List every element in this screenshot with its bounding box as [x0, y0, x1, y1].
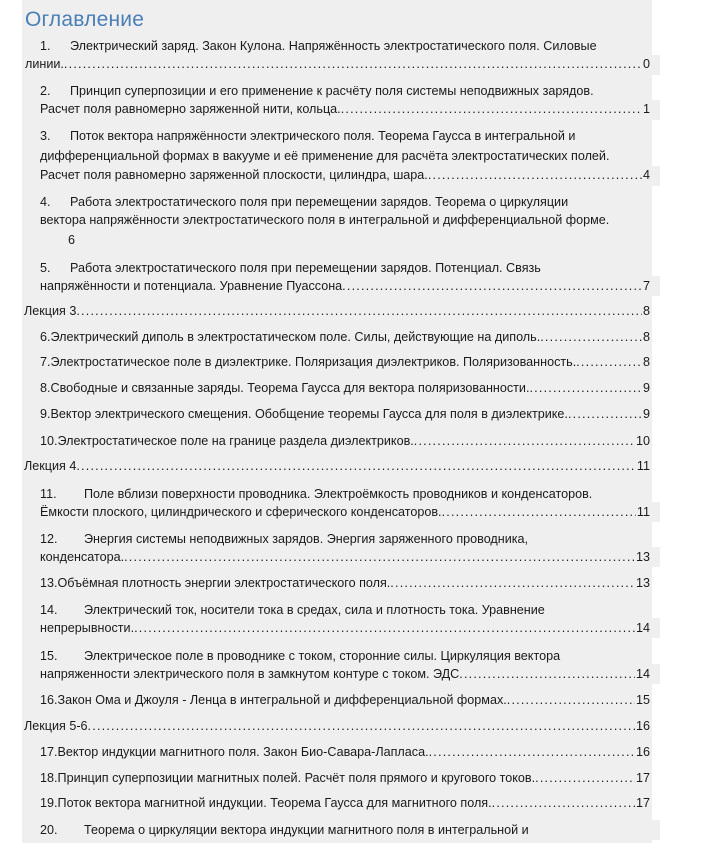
toc-page-number: 1 — [642, 102, 650, 116]
toc-leader-dots — [529, 379, 642, 397]
toc-page-number: 0 — [642, 57, 650, 71]
toc-leader-dots — [76, 302, 642, 320]
toc-leader-dots — [414, 432, 635, 450]
toc-entry-number: 14. — [40, 603, 58, 617]
toc-leader-dots — [342, 277, 642, 295]
toc-entry-text: Вектор индукции магнитного поля. Закон Био-Савара-Лапласа. — [57, 745, 429, 759]
toc-leader-dots — [576, 353, 642, 371]
toc-leader-dots — [88, 717, 635, 735]
toc-entry-1[interactable] — [40, 37, 597, 55]
toc-heading-text: Лекция 4 — [24, 459, 77, 473]
toc-entry-text: Работа электростатического поля при перемещении зарядов. Теорема о циркуляции — [70, 195, 569, 209]
toc-entry-11-last[interactable] — [40, 503, 650, 521]
toc-entry-text: Электрическое поле в проводнике с током, сторонние силы. Циркуляция вектора — [84, 649, 561, 663]
toc-entry-text: Поле вблизи поверхности проводника. Электроёмкость проводников и конденсаторов. — [84, 487, 593, 501]
toc-entry-text: Принцип суперпозиции магнитных полей. Расчёт поля прямого и кругового токов. — [57, 771, 536, 785]
toc-entry-19[interactable] — [40, 794, 650, 812]
toc-page-number: 14 — [635, 667, 650, 681]
toc-entry-12[interactable] — [40, 530, 528, 548]
toc-heading-lecture-5-6[interactable] — [24, 717, 650, 735]
toc-page-number: 14 — [635, 621, 650, 635]
toc-entry-12-last[interactable] — [40, 548, 650, 566]
toc-title: Оглавление — [25, 8, 145, 31]
toc-entry-15-last[interactable] — [40, 665, 650, 683]
toc-leader-dots — [429, 743, 635, 761]
toc-leader-dots — [134, 619, 635, 637]
toc-entry-3-line-2[interactable] — [40, 147, 609, 165]
toc-page-number: 10 — [635, 434, 650, 448]
toc-heading-text: Лекция 3 — [24, 304, 77, 318]
toc-entry-3-last[interactable] — [40, 166, 650, 184]
toc-entry-number: 4. — [40, 195, 51, 209]
toc-entry-7[interactable] — [40, 353, 650, 371]
toc-entry-number: 11. — [40, 487, 57, 501]
toc-leader-dots — [76, 457, 636, 475]
toc-heading-text: Лекция 5-6 — [24, 719, 88, 733]
toc-entry-text: дифференциальной формах в вакууме и её применение для расчёта электростатических полей. — [40, 149, 610, 163]
toc-entry-number: 13. — [40, 576, 58, 590]
toc-entry-text: напряженности электрического поля в замкнутом контуре с током. ЭДС — [40, 667, 460, 681]
toc-leader-dots — [390, 574, 635, 592]
toc-page-number: 6 — [68, 233, 76, 247]
toc-entry-text: Вектор электрического смещения. Обобщение теоремы Гаусса для поля в диэлектрике. — [50, 407, 568, 421]
toc-entry-number: 2. — [40, 84, 51, 98]
toc-leader-dots — [492, 794, 635, 812]
toc-page-number: 16 — [635, 745, 650, 759]
toc-page-number: 11 — [636, 505, 650, 519]
toc-entry-number: 10. — [40, 434, 58, 448]
toc-leader-dots — [442, 503, 636, 521]
toc-page-number: 8 — [642, 304, 650, 318]
toc-entry-number: 3. — [40, 129, 51, 143]
toc-entry-14[interactable] — [40, 601, 545, 619]
toc-page-number: 13 — [635, 576, 650, 590]
toc-leader-dots — [535, 769, 635, 787]
toc-entry-text: конденсатора. — [40, 550, 125, 564]
toc-page-number: 15 — [635, 693, 650, 707]
toc-entry-text: Поток вектора магнитной индукции. Теорема Гаусса для магнитного поля. — [57, 796, 492, 810]
toc-entry-text: непрерывности. — [40, 621, 135, 635]
toc-leader-dots — [507, 691, 635, 709]
toc-entry-11[interactable] — [40, 485, 592, 503]
toc-entry-2-last[interactable] — [40, 100, 650, 118]
toc-entry-5[interactable] — [40, 259, 541, 277]
toc-page-number: 4 — [642, 168, 650, 182]
toc-entry-text: Электростатическое поле в диэлектрике. Поляризация диэлектриков. Поляризованность. — [50, 355, 577, 369]
toc-entry-number: 6. — [40, 330, 51, 344]
toc-entry-text: Принцип суперпозиции и его применение к расчёту поля системы неподвижных зарядов. — [70, 84, 594, 98]
toc-entry-text: Закон Ома и Джоуля - Ленца в интегральной и дифференциальной формах. — [57, 693, 507, 707]
toc-entry-4-last[interactable] — [68, 231, 75, 249]
toc-leader-dots — [459, 665, 635, 683]
toc-entry-5-last[interactable] — [40, 277, 650, 295]
toc-page-number: 8 — [642, 330, 650, 344]
toc-entry-number: 9. — [40, 407, 51, 421]
toc-leader-dots — [341, 100, 642, 118]
toc-entry-text: вектора напряжённости электростатического поля в интегральной и дифференциальной форме. — [40, 213, 610, 227]
toc-entry-text: Электрический диполь в электростатическом поле. Силы, действующие на диполь. — [50, 330, 541, 344]
toc-entry-number: 5. — [40, 261, 51, 275]
toc-entry-6[interactable] — [40, 328, 650, 346]
toc-leader-dots — [124, 548, 635, 566]
toc-page-number: 9 — [642, 381, 650, 395]
toc-entry-text: линии. — [25, 57, 64, 71]
toc-entry-number: 20. — [40, 823, 58, 837]
toc-entry-number: 8. — [40, 381, 51, 395]
toc-entry-9[interactable] — [40, 405, 650, 423]
toc-page-number: 7 — [642, 279, 650, 293]
toc-entry-text: Расчет поля равномерно заряженной нити, кольца. — [40, 102, 341, 116]
toc-entry-number: 12. — [40, 532, 58, 546]
toc-entry-number: 19. — [40, 796, 58, 810]
toc-entry-4[interactable] — [40, 193, 568, 211]
toc-entry-text: Расчет поля равномерно заряженной плоскости, цилиндра, шара. — [40, 168, 428, 182]
toc-entry-number: 15. — [40, 649, 58, 663]
toc-entry-14-last[interactable] — [40, 619, 650, 637]
toc-entry-18[interactable] — [40, 769, 650, 787]
toc-leader-dots — [428, 166, 642, 184]
toc-entry-text: Энергия системы неподвижных зарядов. Энергия заряженного проводника, — [84, 532, 529, 546]
toc-page-number: 17 — [635, 771, 650, 785]
toc-entry-16[interactable] — [40, 691, 650, 709]
toc-page-number: 13 — [635, 550, 650, 564]
toc-entry-number: 7. — [40, 355, 51, 369]
toc-leader-dots — [64, 55, 642, 73]
toc-entry-number: 1. — [40, 39, 51, 53]
toc-entry-number: 16. — [40, 693, 58, 707]
toc-entry-text: Свободные и связанные заряды. Теорема Гаусса для вектора поляризованности. — [50, 381, 530, 395]
toc-entry-text: Теорема о циркуляции вектора индукции магнитного поля в интегральной и — [84, 823, 529, 837]
toc-entry-2[interactable] — [40, 82, 594, 100]
toc-entry-text: Ёмкости плоского, цилиндрического и сферического конденсаторов. — [40, 505, 442, 519]
toc-page-number: 16 — [635, 719, 650, 733]
toc-entry-20[interactable] — [40, 821, 529, 839]
toc-leader-dots — [540, 328, 642, 346]
toc-entry-text: напряжённости и потенциала. Уравнение Пуассона — [40, 279, 343, 293]
toc-entry-text: Объёмная плотность энергии электростатического поля. — [57, 576, 391, 590]
toc-entry-17[interactable] — [40, 743, 650, 761]
toc-entry-number: 17. — [40, 745, 58, 759]
toc-entry-text: Поток вектора напряжённости электрического поля. Теорема Гаусса в интегральной и — [70, 129, 576, 143]
toc-leader-dots — [568, 405, 642, 423]
toc-entry-1-last[interactable] — [25, 55, 650, 73]
toc-heading-lecture-4[interactable] — [24, 457, 650, 475]
toc-entry-text: Электростатическое поле на границе раздела диэлектриков. — [57, 434, 414, 448]
toc-entry-4-line-2[interactable] — [40, 211, 609, 229]
toc-entry-15[interactable] — [40, 647, 560, 665]
toc-entry-3[interactable] — [40, 127, 575, 145]
toc-page-number: 11 — [636, 459, 650, 473]
toc-page-number: 17 — [635, 796, 650, 810]
toc-heading-lecture-3[interactable] — [24, 302, 650, 320]
toc-entry-13[interactable] — [40, 574, 650, 592]
toc-entry-text: Электрический ток, носители тока в средах, сила и плотность тока. Уравнение — [84, 603, 545, 617]
toc-entry-10[interactable] — [40, 432, 650, 450]
toc-page-number: 8 — [642, 355, 650, 369]
toc-entry-8[interactable] — [40, 379, 650, 397]
toc-entry-text: Работа электростатического поля при перемещении зарядов. Потенциал. Связь — [70, 261, 541, 275]
toc-entry-number: 18. — [40, 771, 58, 785]
toc-page-number: 9 — [642, 407, 650, 421]
toc-entry-text: Электрический заряд. Закон Кулона. Напряжённость электростатического поля. Силовые — [70, 39, 597, 53]
